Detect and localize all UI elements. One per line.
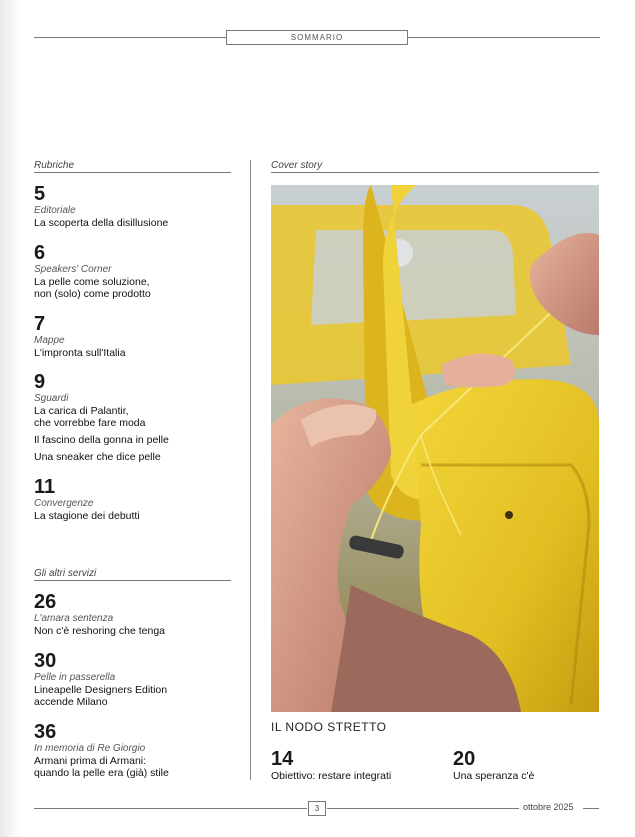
column-divider — [250, 160, 251, 780]
page-ref: 26 — [34, 591, 57, 613]
page-ref: 11 — [34, 476, 56, 498]
page-ref: 14 — [271, 748, 294, 770]
rubric-name: In memoria di Re Giorgio — [34, 743, 146, 754]
page-ref: 7 — [34, 313, 46, 335]
toc-entry-5[interactable] — [34, 184, 234, 229]
rubric-name: Sguardi — [34, 393, 69, 404]
footer-rule — [327, 808, 519, 809]
page-ref: 9 — [34, 371, 46, 393]
toc-entry-20[interactable] — [453, 748, 534, 782]
article-title: Lineapelle Designers Edition accende Milano — [34, 684, 168, 708]
page-ref: 6 — [34, 242, 46, 264]
article-title: La stagione dei debutti — [34, 510, 140, 522]
article-title: La pelle come soluzione, non (solo) come prodotto — [34, 276, 151, 300]
rubric-name: Speakers' Corner — [34, 264, 112, 275]
rubriche-heading: Rubriche — [34, 160, 231, 173]
altri-servizi-heading: Gli altri servizi — [34, 568, 231, 581]
article-title: Armani prima di Armani: quando la pelle era (già) stile — [34, 755, 169, 779]
article-title: La carica di Palantir, che vorrebbe fare moda — [34, 405, 146, 429]
footer-rule — [583, 808, 599, 809]
section-label: SOMMARIO — [226, 30, 408, 45]
article-title: Il fascino della gonna in pelle — [34, 434, 169, 446]
footer-rule — [34, 808, 307, 809]
page-ref: 20 — [453, 748, 476, 770]
article-title: La scoperta della disillusione — [34, 217, 169, 229]
article-title: Non c'è reshoring che tenga — [34, 625, 166, 637]
issue-date: ottobre 2025 — [523, 802, 574, 812]
toc-entry-26[interactable] — [34, 592, 234, 637]
article-title: Una sneaker che dice pelle — [34, 451, 161, 463]
article-title: L'impronta sull'Italia — [34, 347, 126, 359]
page-ref: 30 — [34, 650, 57, 672]
toc-entry-7[interactable] — [34, 314, 234, 359]
page-ref: 5 — [34, 183, 46, 205]
cover-story-heading: Cover story — [271, 160, 599, 173]
rubric-name: Pelle in passerella — [34, 672, 116, 683]
toc-entry-14[interactable] — [271, 748, 391, 782]
article-title: Una speranza c'è — [453, 770, 535, 782]
toc-entry-6[interactable] — [34, 243, 234, 300]
cover-caption: IL NODO STRETTO — [271, 720, 387, 734]
rubric-name: Mappe — [34, 335, 65, 346]
page-ref: 36 — [34, 721, 57, 743]
stitching-hands-illustration — [271, 185, 599, 712]
toc-entry-30[interactable] — [34, 651, 234, 708]
page-number: 3 — [308, 801, 326, 816]
rubric-name: L'amara sentenza — [34, 613, 114, 624]
article-title: Obiettivo: restare integrati — [271, 770, 392, 782]
page-shadow — [0, 0, 24, 837]
toc-entry-9[interactable] — [34, 372, 234, 463]
rubric-name: Convergenze — [34, 498, 94, 509]
rubric-name: Editoriale — [34, 205, 76, 216]
cover-photo[interactable] — [271, 185, 599, 712]
toc-entry-11[interactable] — [34, 477, 234, 522]
toc-entry-36[interactable] — [34, 722, 234, 779]
